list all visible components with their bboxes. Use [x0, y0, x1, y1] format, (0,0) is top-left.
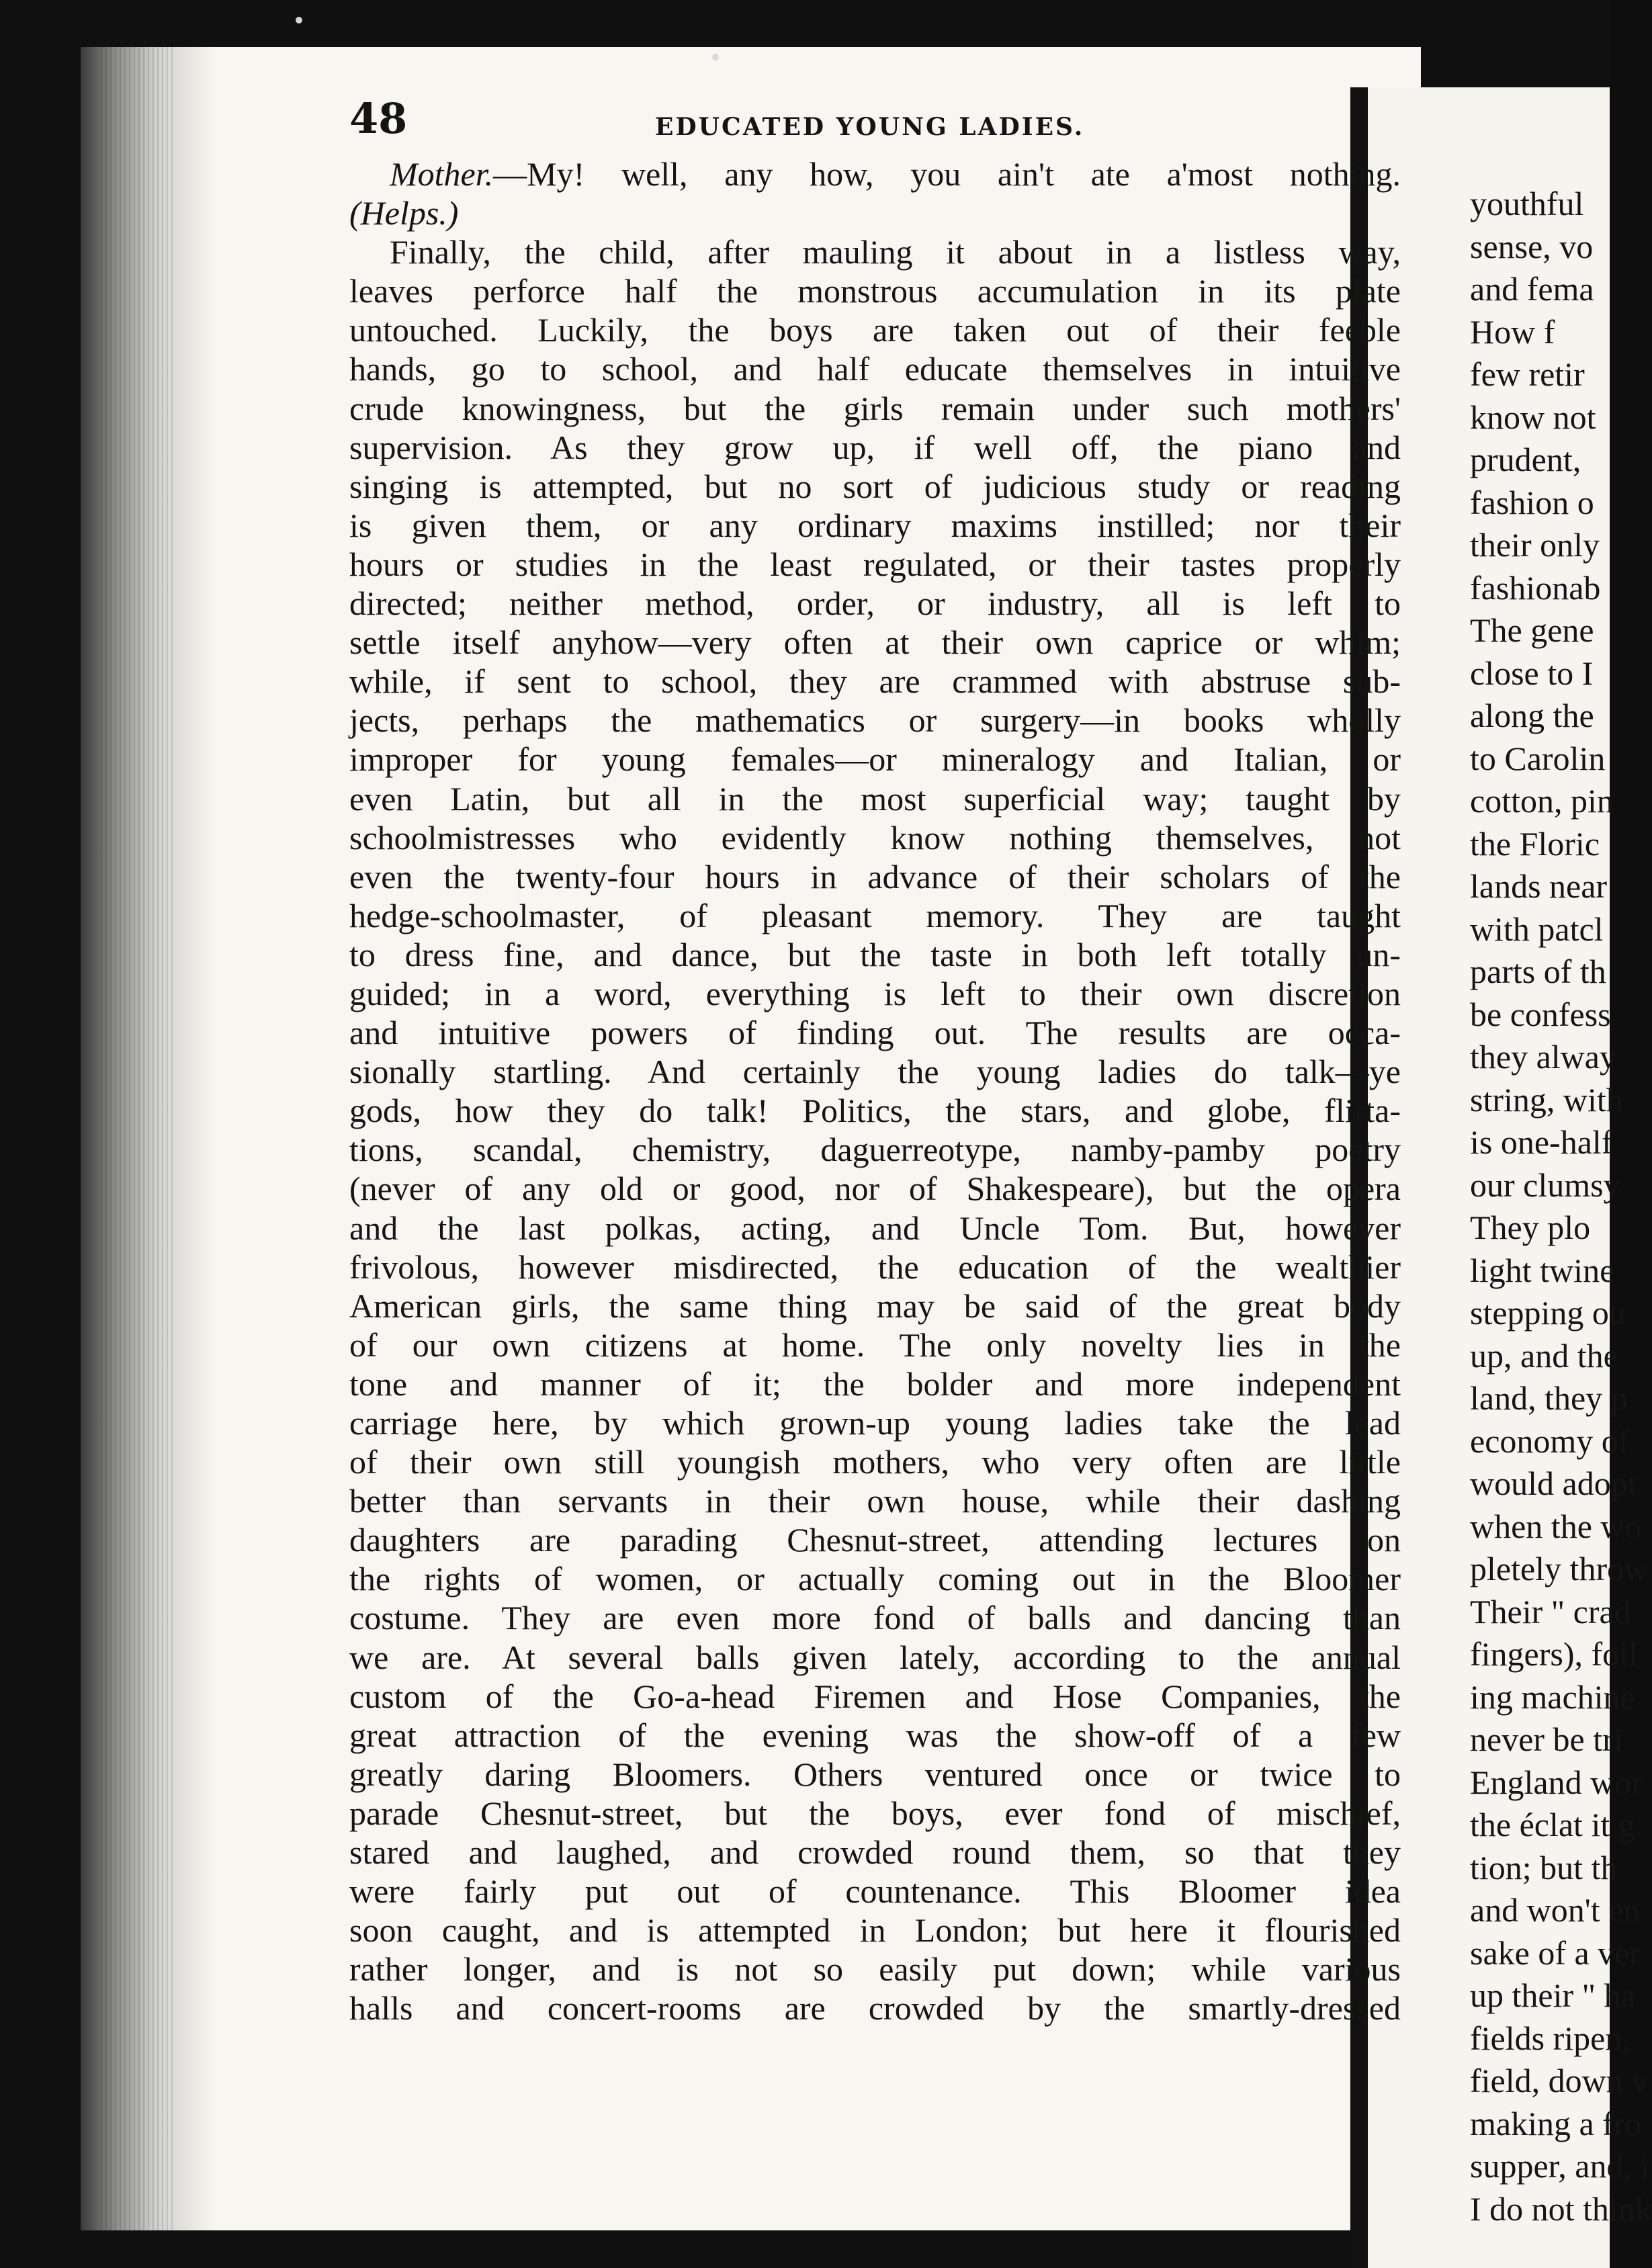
text-line: lands near — [1470, 867, 1608, 905]
text-line: costume. They are even more fond of balls and dancing than — [349, 1599, 1401, 1637]
text-line: rather longer, and is not so easily put down; while various — [349, 1950, 1401, 1989]
text-line: parts of th — [1470, 953, 1606, 990]
text-line: of our own citizens at home. The only novelty lies in the — [349, 1325, 1401, 1364]
text-line: great attraction of the evening was the show-off of a few — [349, 1716, 1401, 1754]
text-line: (never of any old or good, nor of Shakespeare), but the opera — [349, 1170, 1401, 1208]
text-line: while, if sent to school, they are crammed with abstruse sub- — [349, 662, 1401, 701]
text-line: sense, vo — [1470, 227, 1594, 265]
text-line: How f — [1470, 312, 1555, 351]
text-line: They plo — [1470, 1209, 1591, 1246]
text-line: light twine — [1470, 1251, 1615, 1289]
text-line: I do not think — [1470, 2189, 1652, 2228]
page-header — [349, 94, 1344, 148]
text-line: their only — [1470, 526, 1600, 564]
text-line: stepping ou — [1470, 1294, 1626, 1332]
text-line: pletely throw — [1470, 1550, 1649, 1587]
text-line: even Latin, but all in the most superficial way; taught by — [349, 779, 1401, 818]
text-line: tions, scandal, chemistry, daguerreotype, namby-pamby poetry — [349, 1131, 1401, 1169]
text-line: schoolmistresses who evidently know nothing themselves, not — [349, 818, 1401, 857]
text-line: jects, perhaps the mathematics or surgery—in books wholly — [349, 701, 1401, 740]
text-line: supervision. As they grow up, if well off, the piano and — [349, 428, 1401, 466]
text-line: prudent, — [1470, 441, 1581, 478]
text-line: we are. At several balls given lately, according to the annual — [349, 1638, 1401, 1676]
text-line: and fema — [1470, 270, 1594, 308]
text-line: better than servants in their own house, while their dashing — [349, 1482, 1401, 1520]
text-line: singing is attempted, but no sort of judicious study or reading — [349, 467, 1401, 505]
text-line: sionally startling. And certainly the young ladies do talk—ye — [349, 1053, 1401, 1091]
text-line: even the twenty-four hours in advance of their scholars of the — [349, 857, 1401, 896]
text-line: parade Chesnut-street, but the boys, ever fond of mischief, — [349, 1794, 1401, 1832]
text-line: our clumsy — [1470, 1166, 1620, 1204]
text-line: were fairly put out of countenance. This Bloomer idea — [349, 1872, 1401, 1911]
text-line: Their " crad — [1470, 1592, 1631, 1630]
text-line: fields ripen, — [1470, 2019, 1631, 2057]
text-line: American girls, the same thing may be said of the great body — [349, 1286, 1401, 1325]
text-line: and intuitive powers of finding out. The results are occa- — [349, 1014, 1401, 1052]
text-line: youthful — [1470, 185, 1584, 222]
text-line: guided; in a word, everything is left to their own discretion — [349, 974, 1401, 1012]
running-head: EDUCATED YOUNG LADIES. — [655, 113, 1085, 141]
text-line: economy of — [1470, 1422, 1630, 1460]
text-line: the rights of women, or actually coming out in the Bloomer — [349, 1560, 1401, 1598]
text-line: close to I — [1470, 654, 1594, 692]
text-line: making a fro — [1470, 2104, 1642, 2142]
text-line: land, they p — [1470, 1379, 1628, 1417]
text-line: carriage here, by which grown-up young ladies take the lead — [349, 1404, 1401, 1442]
text-line: fashionab — [1470, 568, 1601, 607]
text-line: string, with — [1470, 1080, 1623, 1119]
text-line: crude knowingness, but the girls remain under such mothers' — [349, 389, 1401, 427]
text-line: and won't en — [1470, 1891, 1641, 1929]
text-line: soon caught, and is attempted in London; but here it flourished — [349, 1911, 1401, 1950]
text-line: improper for young females—or mineralogy and Italian, or — [349, 740, 1401, 779]
text-line: (Helps.) — [349, 194, 459, 232]
text-line: fingers), foll — [1470, 1635, 1638, 1673]
text-line: directed; neither method, order, or industry, all is left to — [349, 584, 1401, 623]
text-line: untouched. Luckily, the boys are taken out of their feeble — [349, 311, 1401, 349]
text-line: supper, and, i — [1470, 2147, 1650, 2185]
text-line: never be tri — [1470, 1720, 1623, 1758]
text-line: The gene — [1470, 611, 1594, 649]
text-line: is one-half — [1470, 1123, 1613, 1161]
text-line: stared and laughed, and crowded round them, so that they — [349, 1833, 1401, 1872]
text-line: and the last polkas, acting, and Uncle Tom. But, however — [349, 1209, 1401, 1247]
text-line: field, down v — [1470, 2062, 1649, 2099]
text-line: along the — [1470, 697, 1594, 734]
text-line: cotton, pin — [1470, 782, 1614, 820]
text-line: would adopt — [1470, 1465, 1637, 1502]
text-line: daughters are parading Chesnut-street, attending lectures on — [349, 1521, 1401, 1559]
text-line: up, and the — [1470, 1336, 1618, 1375]
text-line: greatly daring Bloomers. Others ventured once or twice to — [349, 1755, 1401, 1793]
text-line: custom of the Go-a-head Firemen and Hose Companies, the — [349, 1677, 1401, 1715]
text-line: the Floric — [1470, 824, 1600, 863]
text-line: they alway — [1470, 1038, 1616, 1076]
text-line: leaves perforce half the monstrous accumulation in its plate — [349, 272, 1401, 310]
page-edge-stack — [101, 47, 175, 2230]
text-line: fashion o — [1470, 483, 1594, 521]
text-line: hedge-schoolmaster, of pleasant memory. They are taught — [349, 896, 1401, 934]
text-line: hands, go to school, and half educate themselves in intuitive — [349, 350, 1401, 388]
text-line: with patcl — [1470, 910, 1604, 948]
text-line: frivolous, however misdirected, the education of the wealthier — [349, 1248, 1401, 1286]
page-number: 48 — [349, 94, 408, 143]
text-line: England wor — [1470, 1763, 1643, 1801]
text-line: to Carolin — [1470, 739, 1606, 777]
text-line: Mother.—My! well, any how, you ain't ate a'most nothing. — [390, 155, 1401, 193]
text-line: settle itself anyhow—very often at their own caprice or whim; — [349, 623, 1401, 662]
right-page-body-text — [1470, 183, 1652, 2230]
text-line: halls and concert-rooms are crowded by the smartly-dressed — [349, 1989, 1401, 2027]
text-line: up their " ha — [1470, 1976, 1636, 2014]
text-line: to dress fine, and dance, but the taste in both left totally un- — [349, 935, 1401, 973]
scan-speck — [712, 54, 719, 60]
text-line: sake of a ver — [1470, 1933, 1641, 1972]
text-line: tion; but th — [1470, 1848, 1618, 1886]
text-line: hours or studies in the least regulated, or their tastes properly — [349, 545, 1401, 583]
text-line: tone and manner of it; the bolder and more independent — [349, 1364, 1401, 1403]
text-line: know not — [1470, 398, 1596, 436]
left-page-body-text — [349, 155, 1401, 2028]
text-line: few retir — [1470, 355, 1585, 393]
scan-speck — [296, 17, 302, 24]
text-line: the éclat it g — [1470, 1806, 1635, 1843]
text-line: is given them, or any ordinary maxims instilled; nor their — [349, 506, 1401, 544]
text-line: of their own still youngish mothers, who very often are little — [349, 1443, 1401, 1481]
text-line: Finally, the child, after mauling it about in a listless way, — [390, 233, 1401, 271]
text-line: ing machine — [1470, 1677, 1635, 1716]
text-line: when the wo — [1470, 1507, 1642, 1545]
text-line: be confess — [1470, 995, 1611, 1033]
text-line: gods, how they do talk! Politics, the stars, and globe, flirta- — [349, 1092, 1401, 1130]
